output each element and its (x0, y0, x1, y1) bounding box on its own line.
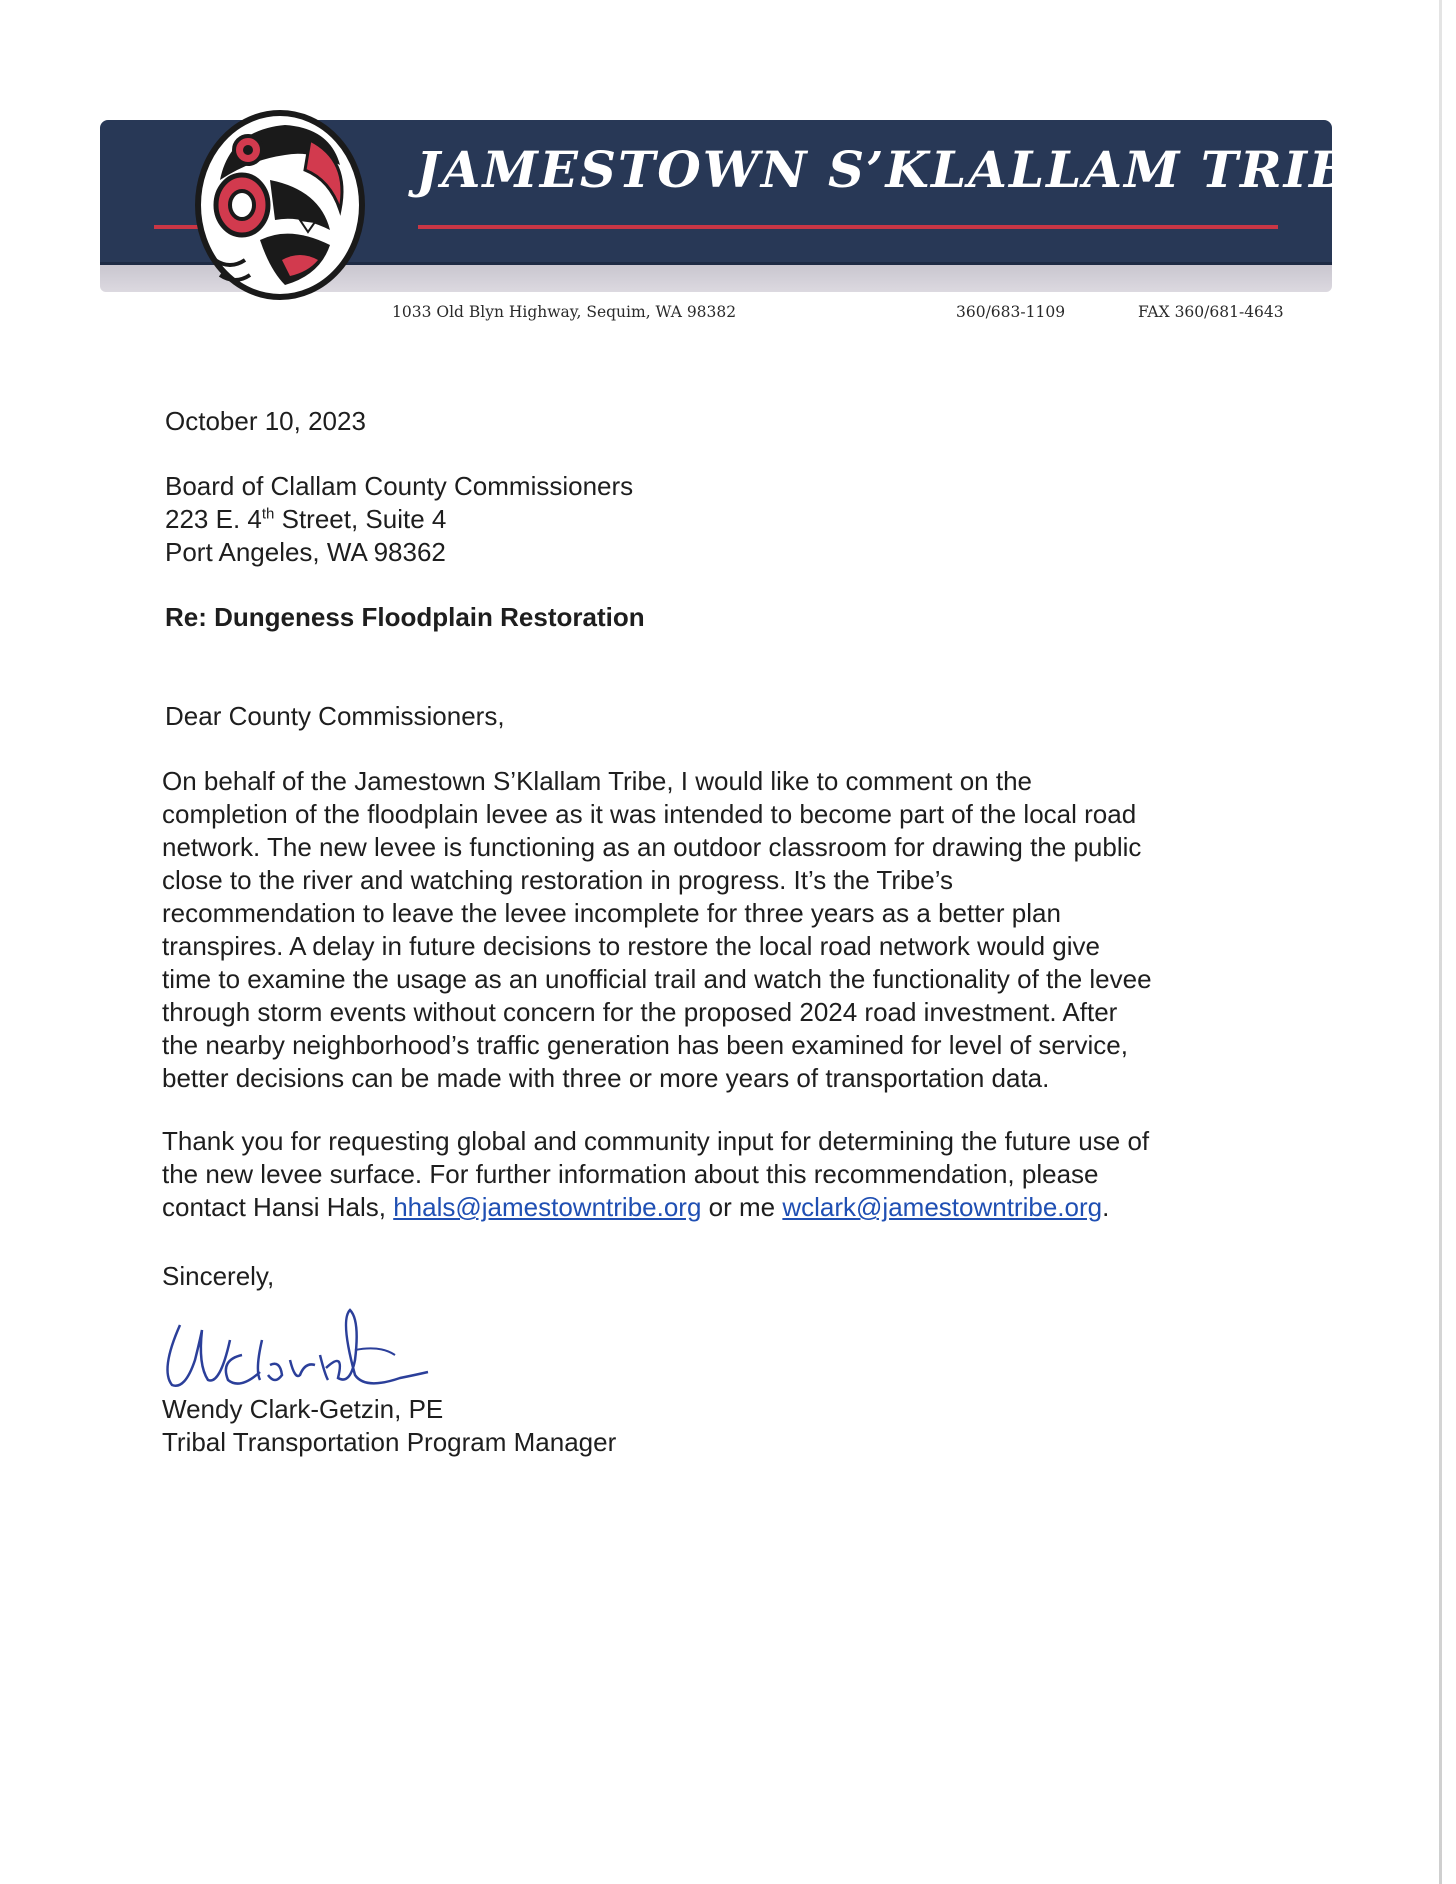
paragraph-line: transpires. A delay in future decisions to restore the local road network would give (162, 931, 1100, 961)
paragraph-line: Thank you for requesting global and community input for determining the future use of (162, 1126, 1150, 1156)
salutation: Dear County Commissioners, (165, 701, 505, 731)
paragraph-line: completion of the floodplain levee as it was intended to become part of the local road (162, 799, 1137, 829)
paragraph-line: time to examine the usage as an unofficial trail and watch the functionality of the levee (162, 964, 1152, 994)
page-edge (1439, 0, 1442, 1884)
street-suffix: Street, Suite 4 (274, 504, 447, 534)
paragraph-line: better decisions can be made with three or more years of transportation data. (162, 1063, 1050, 1093)
recipient-street (165, 503, 446, 536)
paragraph-line: network. The new levee is functioning as an outdoor classroom for drawing the public (162, 832, 1142, 862)
letterhead-fax: FAX 360/681-4643 (1138, 303, 1284, 321)
paragraph-line: On behalf of the Jamestown S’Klallam Tribe, I would like to comment on the (162, 766, 1032, 796)
letterhead-phone: 360/683-1109 (956, 303, 1066, 321)
street-prefix: 223 E. 4 (165, 504, 262, 534)
recipient-name: Board of Clallam County Commissioners (165, 471, 634, 501)
signer-name: Wendy Clark-Getzin, PE (162, 1394, 444, 1424)
letterhead-address: 1033 Old Blyn Highway, Sequim, WA 98382 (392, 303, 737, 321)
contact-suffix: . (1102, 1192, 1110, 1222)
closing: Sincerely, (162, 1261, 275, 1291)
tribe-logo-icon (190, 110, 370, 310)
contact-middle: or me (701, 1192, 783, 1222)
org-name: JAMESTOWN S’KLALLAM TRIBE (416, 140, 1394, 199)
body-paragraph-1 (162, 765, 1272, 1095)
banner-red-rule (418, 225, 1278, 229)
email-link-wclark[interactable]: wclark@jamestowntribe.org (782, 1192, 1103, 1222)
contact-prefix: contact Hansi Hals, (162, 1192, 394, 1222)
paragraph-line: through storm events without concern for the proposed 2024 road investment. After (162, 997, 1118, 1027)
paragraph-line-contacts (162, 1191, 1272, 1224)
handwritten-signature (150, 1280, 450, 1400)
paragraph-line: recommendation to leave the levee incomplete for three years as a better plan (162, 898, 1061, 928)
recipient-city: Port Angeles, WA 98362 (165, 537, 446, 567)
body-paragraph-2 (162, 1125, 1272, 1224)
letter-date: October 10, 2023 (165, 406, 366, 436)
paragraph-line: the nearby neighborhood’s traffic generation has been examined for level of service, (162, 1030, 1128, 1060)
signer-title: Tribal Transportation Program Manager (162, 1427, 617, 1457)
paragraph-line: close to the river and watching restoration in progress. It’s the Tribe’s (162, 865, 953, 895)
email-link-hhals[interactable]: hhals@jamestowntribe.org (393, 1192, 702, 1222)
paragraph-line: the new levee surface. For further information about this recommendation, please (162, 1159, 1099, 1189)
subject-line: Re: Dungeness Floodplain Restoration (165, 602, 645, 632)
street-ordinal-suffix: th (261, 505, 275, 523)
